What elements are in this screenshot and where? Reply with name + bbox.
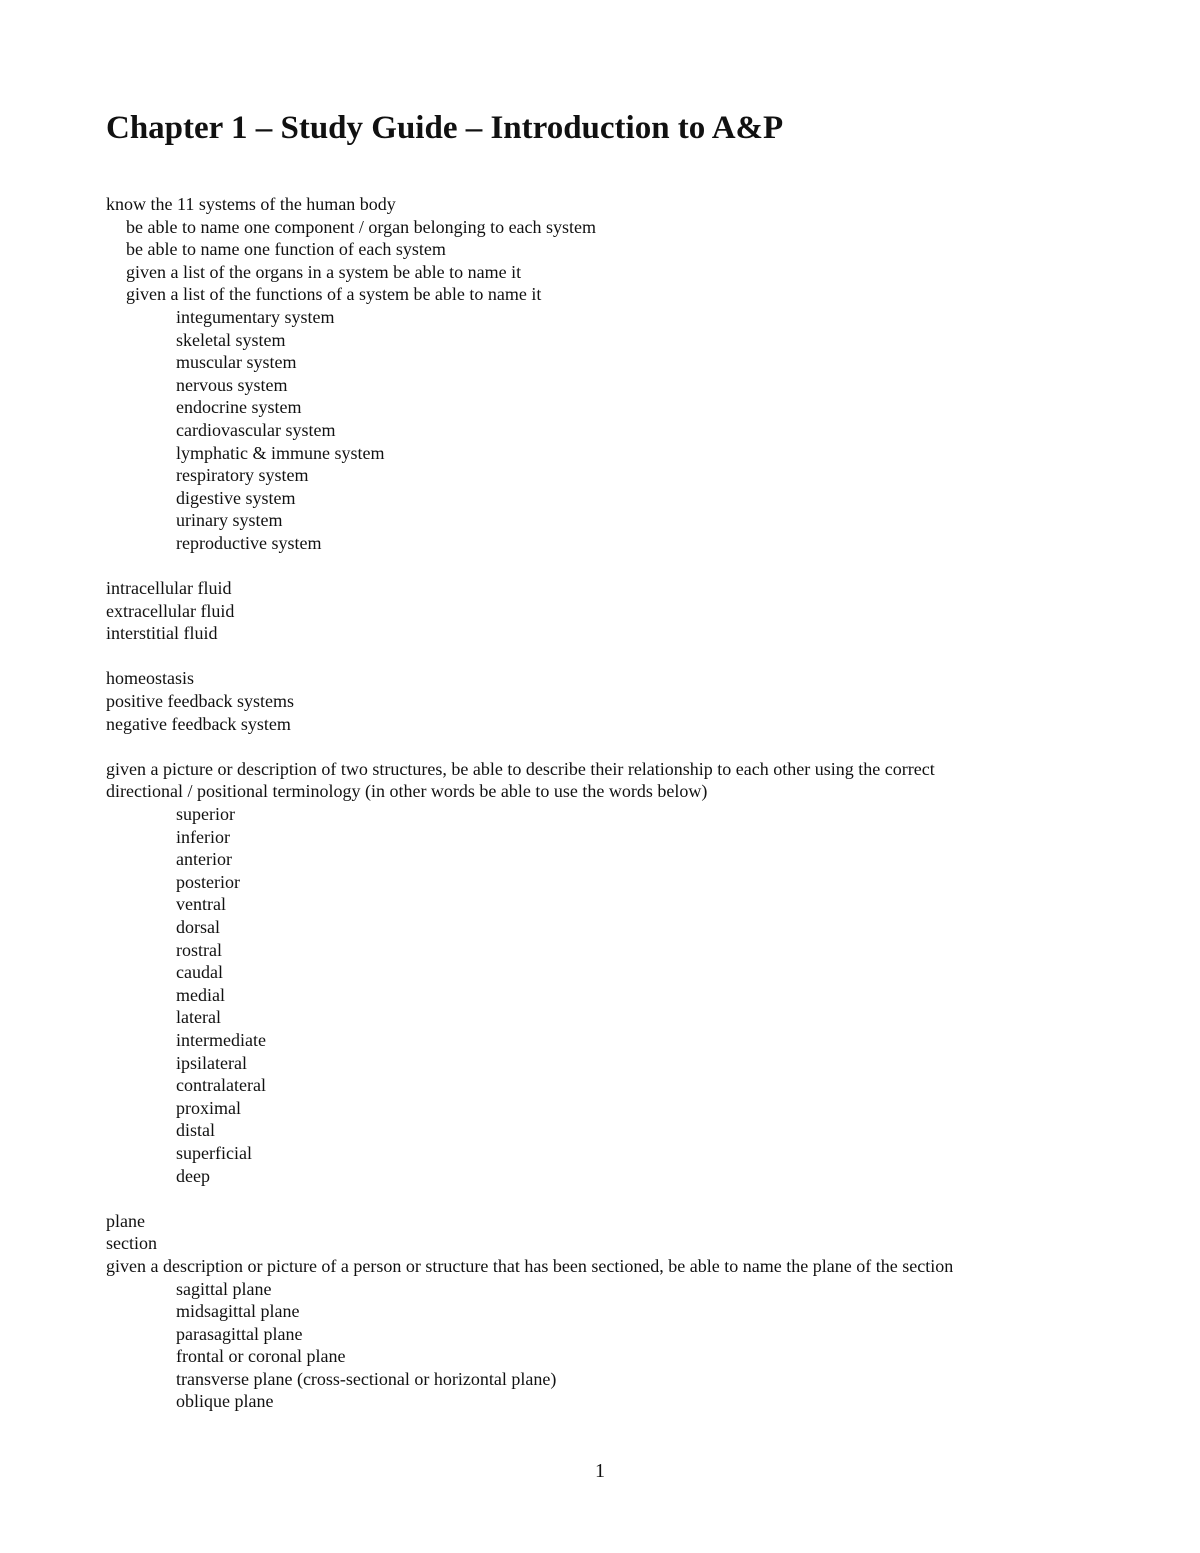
directional-term: proximal	[176, 1097, 241, 1118]
directional-term: ipsilateral	[176, 1052, 247, 1073]
directional-term: caudal	[176, 962, 223, 983]
plane-item: sagittal plane	[176, 1278, 272, 1299]
plane-item: oblique plane	[176, 1391, 274, 1412]
spacer	[106, 1187, 953, 1210]
planes-section	[106, 1210, 953, 1413]
spacer	[106, 735, 953, 758]
directional-term: distal	[176, 1120, 215, 1141]
directional-term: deep	[176, 1165, 210, 1186]
system-item: digestive system	[176, 487, 296, 508]
plane-item: midsagittal plane	[176, 1301, 300, 1322]
systems-task: be able to name one component / organ belonging to each system	[126, 216, 597, 237]
system-item: endocrine system	[176, 397, 302, 418]
directional-term: intermediate	[176, 1029, 266, 1050]
system-item: skeletal system	[176, 329, 286, 350]
section-term: section	[106, 1233, 157, 1254]
directional-term: superior	[176, 804, 235, 825]
systems-task: be able to name one function of each system	[126, 239, 446, 260]
systems-task: given a list of the functions of a system be able to name it	[126, 284, 542, 305]
directional-term: medial	[176, 984, 225, 1005]
fluid-term: extracellular fluid	[106, 600, 235, 621]
page-number: 1	[595, 1460, 605, 1482]
plane-item: transverse plane (cross-sectional or horizontal plane)	[176, 1368, 557, 1389]
homeostasis-term: positive feedback systems	[106, 691, 294, 712]
plane-term: plane	[106, 1210, 145, 1231]
system-item: muscular system	[176, 352, 297, 373]
study-guide-content	[106, 193, 953, 1413]
directional-term: dorsal	[176, 917, 220, 937]
system-item: urinary system	[176, 510, 283, 531]
systems-task: given a list of the organs in a system be able to name it	[126, 261, 522, 282]
plane-item: parasagittal plane	[176, 1323, 303, 1344]
directional-term: lateral	[176, 1007, 221, 1028]
homeostasis-section	[106, 667, 953, 735]
directional-term: anterior	[176, 849, 232, 870]
system-item: cardiovascular system	[176, 419, 336, 440]
fluid-term: interstitial fluid	[106, 623, 218, 644]
homeostasis-term: homeostasis	[106, 668, 194, 689]
spacer	[106, 555, 953, 578]
system-item: lymphatic & immune system	[176, 442, 385, 463]
directional-term: ventral	[176, 894, 226, 915]
directional-term: rostral	[176, 939, 222, 960]
directional-term: contralateral	[176, 1075, 266, 1096]
homeostasis-term: negative feedback system	[106, 713, 291, 734]
system-item: nervous system	[176, 374, 288, 395]
fluid-term: intracellular fluid	[106, 578, 232, 599]
fluids-section	[106, 577, 953, 645]
spacer	[106, 645, 953, 668]
systems-section	[106, 193, 953, 555]
directional-section	[106, 758, 953, 1187]
directional-term: inferior	[176, 826, 230, 847]
directional-intro: given a picture or description of two structures, be able to describe their relationship to each other using the correct	[106, 758, 935, 779]
directional-term: posterior	[176, 871, 240, 892]
plane-item: frontal or coronal plane	[176, 1346, 346, 1367]
system-item: integumentary system	[176, 306, 335, 327]
system-item: respiratory system	[176, 465, 309, 486]
planes-intro: given a description or picture of a person or structure that has been sectioned, be able to name the plane of the section	[106, 1255, 954, 1276]
directional-term: superficial	[176, 1142, 252, 1163]
directional-intro: directional / positional terminology (in other words be able to use the words below)	[106, 781, 708, 802]
system-item: reproductive system	[176, 532, 322, 553]
page-title: Chapter 1 – Study Guide – Introduction to A&P	[106, 110, 784, 146]
systems-intro: know the 11 systems of the human body	[106, 194, 396, 214]
